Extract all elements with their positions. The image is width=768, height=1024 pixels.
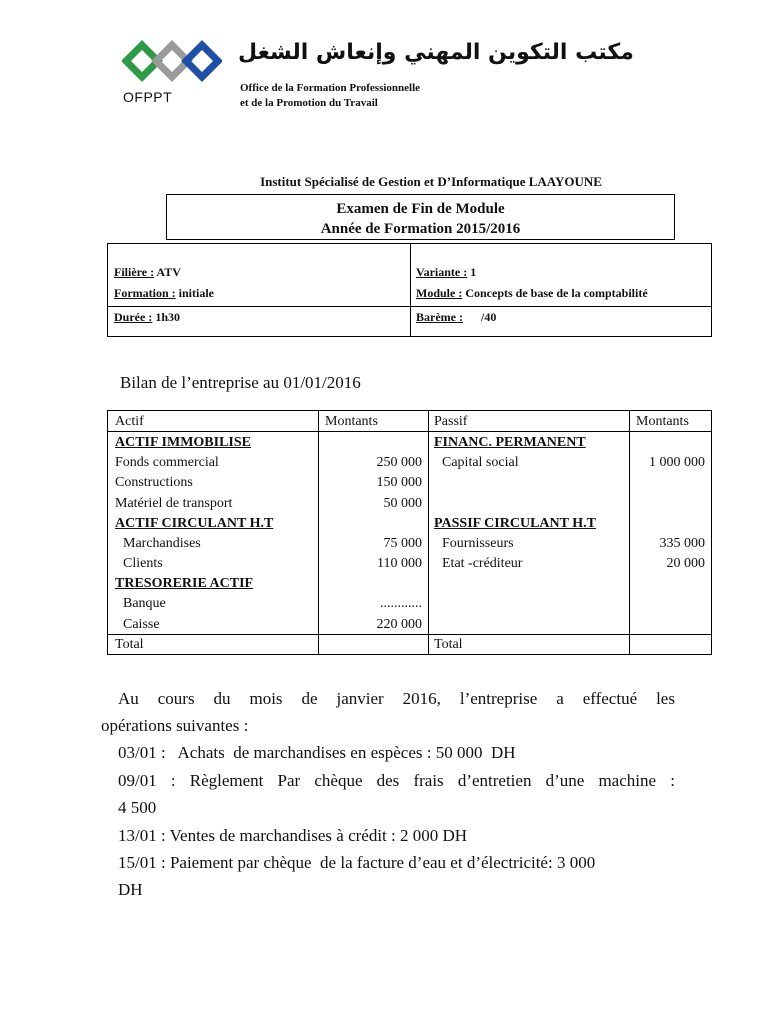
- arabic-organization-name: مكتب التكوين المهني وإنعاش الشغل: [238, 40, 634, 65]
- formation-field: [114, 286, 214, 301]
- module-value: Concepts de base de la comptabilité: [462, 286, 648, 300]
- banque-value: ............: [380, 596, 422, 611]
- bareme-label: Barème :: [416, 310, 463, 324]
- bilan-title: Bilan de l’entreprise au 01/01/2016: [120, 373, 361, 392]
- financement-permanent-title: FINANC. PERMANENT: [434, 435, 586, 450]
- operation-1501-unit: DH: [118, 880, 143, 899]
- duree-field: [114, 310, 180, 325]
- module-field: [416, 286, 648, 301]
- bilan-table: [107, 410, 712, 655]
- header-montants-passif: Montants: [636, 414, 689, 429]
- tresorerie-actif-title: TRESORERIE ACTIF: [115, 576, 254, 591]
- module-label: Module :: [416, 286, 463, 300]
- clients-value: 110 000: [377, 556, 422, 571]
- constructions-label: Constructions: [115, 475, 193, 490]
- header-montants-actif: Montants: [325, 414, 378, 429]
- operation-1501: 15/01 : Paiement par chèque de la facture d’eau et d’électricité: 3 000: [118, 853, 596, 872]
- materiel-transport-value: 50 000: [383, 496, 422, 511]
- filiere-field: [114, 265, 181, 280]
- fonds-commercial-label: Fonds commercial: [115, 455, 219, 470]
- institute-name: Institut Spécialisé de Gestion et D’Informatique LAAYOUNE: [260, 174, 602, 189]
- header-passif: Passif: [434, 414, 468, 429]
- exam-info-grid: [107, 243, 712, 337]
- fournisseurs-label: Fournisseurs: [442, 536, 514, 551]
- intro-line2: opérations suivantes :: [101, 716, 249, 735]
- filiere-label: Filière :: [114, 265, 155, 279]
- constructions-value: 150 000: [376, 475, 422, 490]
- materiel-transport-label: Matériel de transport: [115, 496, 233, 511]
- bareme-value: /40: [462, 310, 497, 324]
- capital-social-label: Capital social: [442, 455, 519, 470]
- variante-label: Variante :: [416, 265, 468, 279]
- logo-caption: OFPPT: [123, 89, 173, 105]
- total-passif-label: Total: [434, 637, 463, 652]
- bareme-field: [416, 310, 496, 325]
- caisse-value: 220 000: [376, 617, 422, 632]
- header-actif: Actif: [115, 414, 144, 429]
- operation-0301: 03/01 : Achats de marchandises en espèces : 50 000 DH: [118, 743, 516, 762]
- actif-immobilise-title: ACTIF IMMOBILISE: [115, 435, 252, 450]
- duree-value: 1h30: [152, 310, 181, 324]
- banque-label: Banque: [123, 596, 166, 611]
- etat-crediteur-label: Etat -créditeur: [442, 556, 523, 571]
- caisse-label: Caisse: [123, 617, 160, 632]
- total-actif-label: Total: [115, 637, 144, 652]
- intro-line1: Au cours du mois de janvier 2016, l’entreprise a effectué les: [118, 689, 675, 708]
- fonds-commercial-value: 250 000: [376, 455, 422, 470]
- exam-title-box: [166, 194, 675, 240]
- capital-social-value: 1 000 000: [649, 455, 705, 470]
- passif-circulant-title: PASSIF CIRCULANT H.T: [434, 516, 596, 531]
- variante-value: 1: [467, 265, 477, 279]
- operation-0901: 09/01 : Règlement Par chèque des frais d’entretien d’une machine :: [118, 771, 675, 790]
- exam-title: Examen de Fin de Module: [336, 201, 505, 217]
- formation-label: Formation :: [114, 286, 176, 300]
- clients-label: Clients: [123, 556, 163, 571]
- operation-0901-amount: 4 500: [118, 798, 157, 817]
- actif-circulant-title: ACTIF CIRCULANT H.T: [115, 516, 274, 531]
- variante-field: [416, 265, 476, 280]
- etat-crediteur-value: 20 000: [666, 556, 705, 571]
- filiere-value: ATV: [154, 265, 181, 279]
- marchandises-label: Marchandises: [123, 536, 201, 551]
- formation-value: initiale: [175, 286, 214, 300]
- ofppt-logo-icon: [122, 40, 222, 82]
- operation-1301: 13/01 : Ventes de marchandises à crédit : 2 000 DH: [118, 826, 468, 845]
- marchandises-value: 75 000: [383, 536, 422, 551]
- exam-year: Année de Formation 2015/2016: [320, 221, 521, 237]
- office-name-line1: Office de la Formation Professionnelle: [240, 82, 421, 94]
- duree-label: Durée :: [114, 310, 153, 324]
- fournisseurs-value: 335 000: [659, 536, 705, 551]
- office-name-line2: et de la Promotion du Travail: [240, 97, 378, 109]
